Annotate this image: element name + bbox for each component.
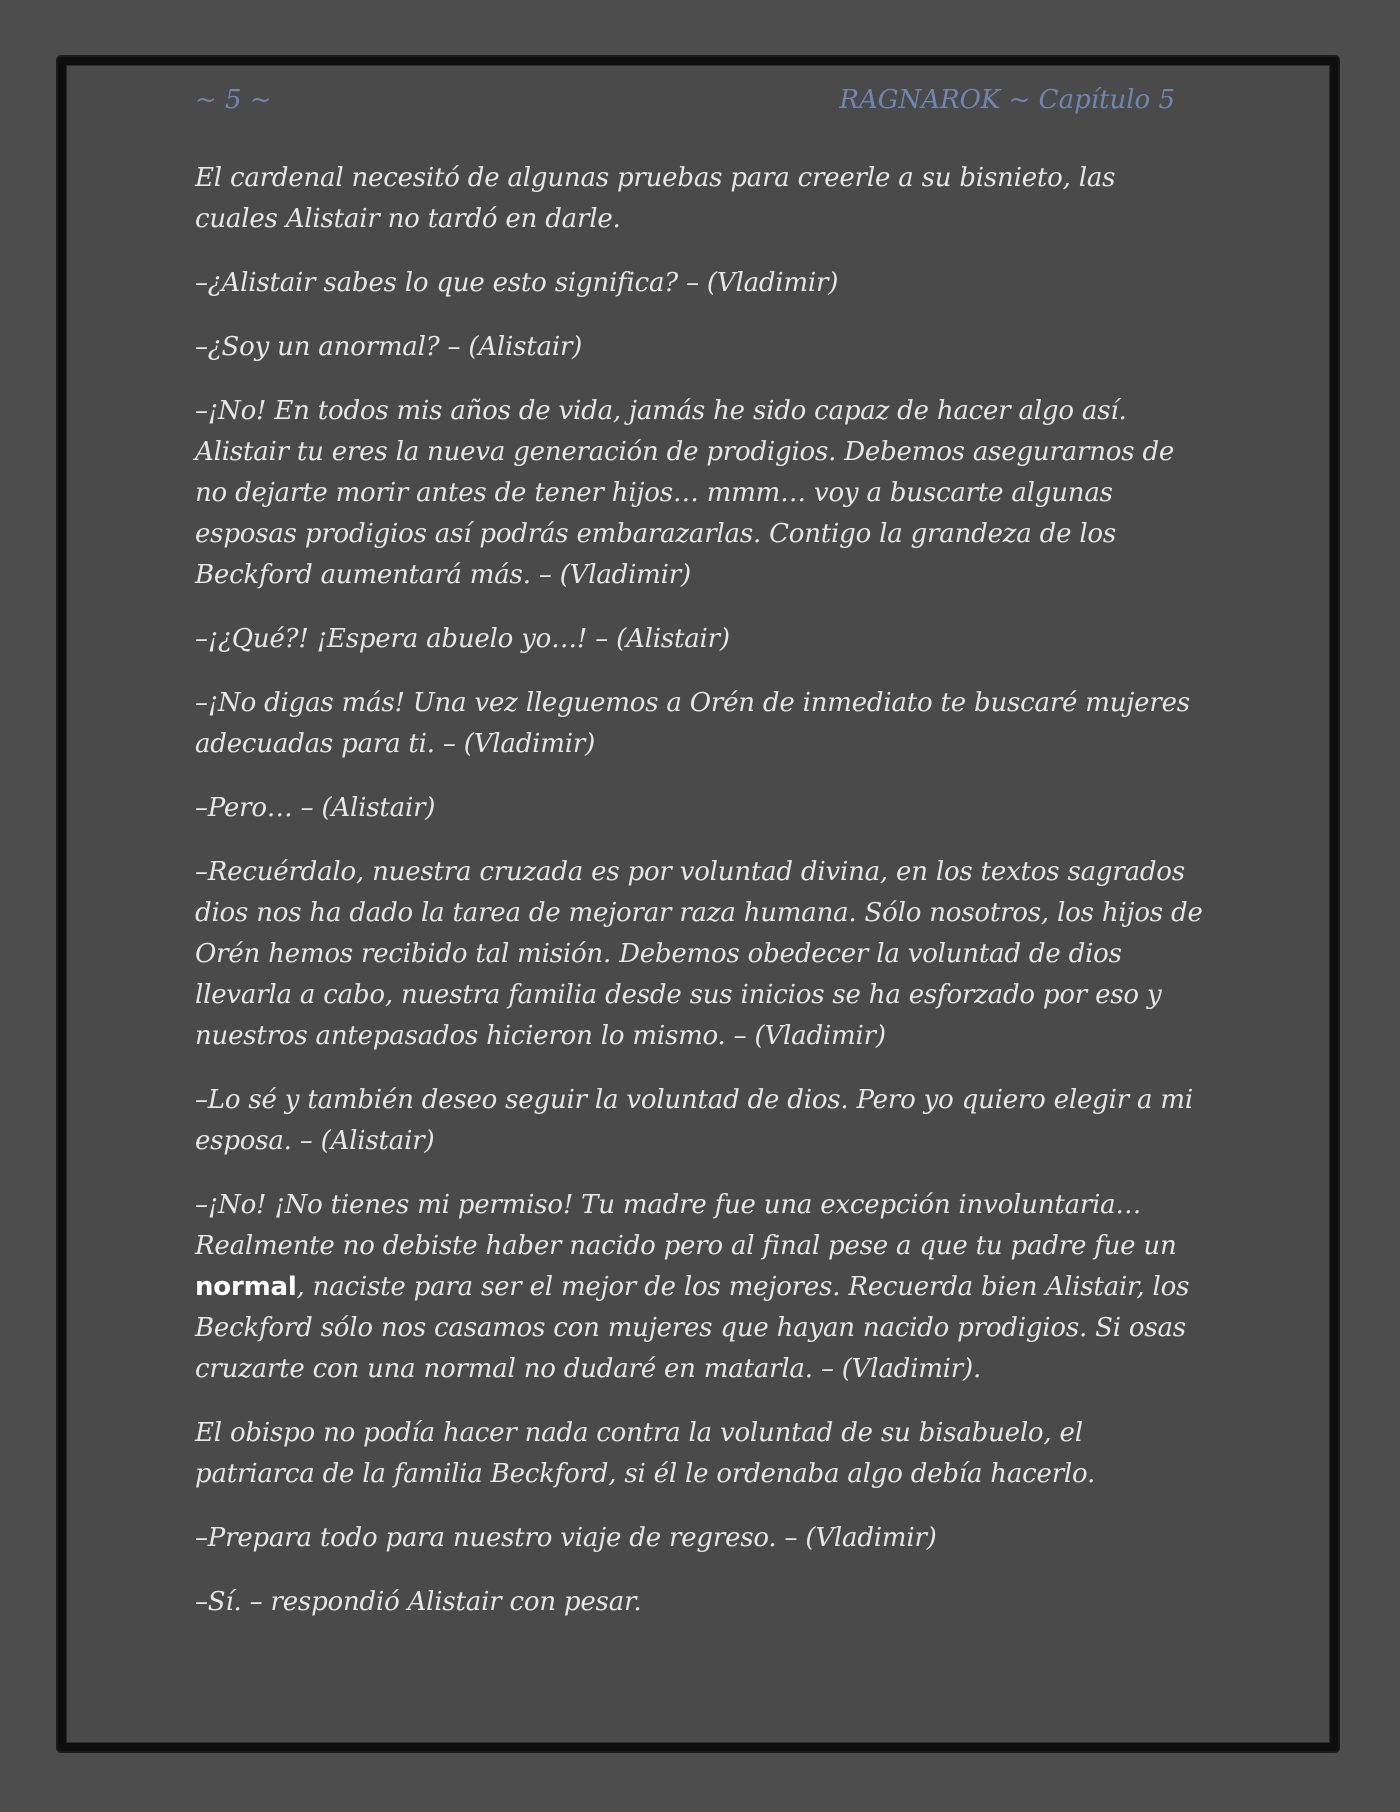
text-segment: , naciste para ser el mejor de los mejores. Recuerda bien Alistair, los Beckford sólo nos casamos con mujeres que hayan nacido prodigios. Si osas cruzarte con una normal no dudaré en matarla. – (Vladimir).: [195, 1272, 1190, 1384]
dialogue-line: –Lo sé y también deseo seguir la voluntad de dios. Pero yo quiero elegir a mi esposa. – (Alistair): [195, 1085, 1193, 1156]
bold-word: normal: [195, 1272, 297, 1302]
page-body: [195, 158, 1205, 1646]
paragraph: El obispo no podía hacer nada contra la voluntad de su bisabuelo, el patriarca de la familia Beckford, si él le ordenaba algo debía hacerlo.: [195, 1418, 1096, 1489]
chapter-title: RAGNAROK ~ Capítulo 5: [839, 85, 1175, 115]
page-header: [195, 82, 1175, 118]
text-segment: –¡No! ¡No tienes mi permiso! Tu madre fue una excepción involuntaria… Realmente no debiste haber nacido pero al final pese a que tu padre fue un: [195, 1190, 1177, 1261]
dialogue-line: [195, 1185, 1205, 1390]
dialogue-line: –¡No! En todos mis años de vida, jamás he sido capaz de hacer algo así. Alistair tu eres la nueva generación de prodigios. Debemos asegurarnos de no dejarte morir antes de tener hijos… mmm… voy a buscarte algunas esposas prodigios así podrás embarazarlas. Contigo la grandeza de los Beckford aumentará más. – (Vladimir): [195, 396, 1175, 590]
dialogue-line: –Pero… – (Alistair): [195, 793, 436, 823]
dialogue-line: –Recuérdalo, nuestra cruzada es por voluntad divina, en los textos sagrados dios nos ha dado la tarea de mejorar raza humana. Sólo nosotros, los hijos de Orén hemos recibido tal misión. Debemos obedecer la voluntad de dios llevarla a cabo, nuestra familia desde sus inicios se ha esforzado por eso y nuestros antepasados hicieron lo mismo. – (Vladimir): [195, 857, 1203, 1051]
dialogue-line: –¿Alistair sabes lo que esto significa? – (Vladimir): [195, 268, 839, 298]
dialogue-line: –¡No digas más! Una vez lleguemos a Orén de inmediato te buscaré mujeres adecuadas para ti. – (Vladimir): [195, 688, 1190, 759]
dialogue-line: –¡¿Qué?! ¡Espera abuelo yo…! – (Alistair): [195, 624, 730, 654]
page-number: ~ 5 ~: [195, 85, 272, 115]
dialogue-line: –Prepara todo para nuestro viaje de regreso. – (Vladimir): [195, 1523, 937, 1553]
dialogue-line: –¿Soy un anormal? – (Alistair): [195, 332, 583, 362]
dialogue-line: –Sí. – respondió Alistair con pesar.: [195, 1587, 642, 1617]
paragraph: El cardenal necesitó de algunas pruebas para creerle a su bisnieto, las cuales Alistair no tardó en darle.: [195, 163, 1116, 234]
